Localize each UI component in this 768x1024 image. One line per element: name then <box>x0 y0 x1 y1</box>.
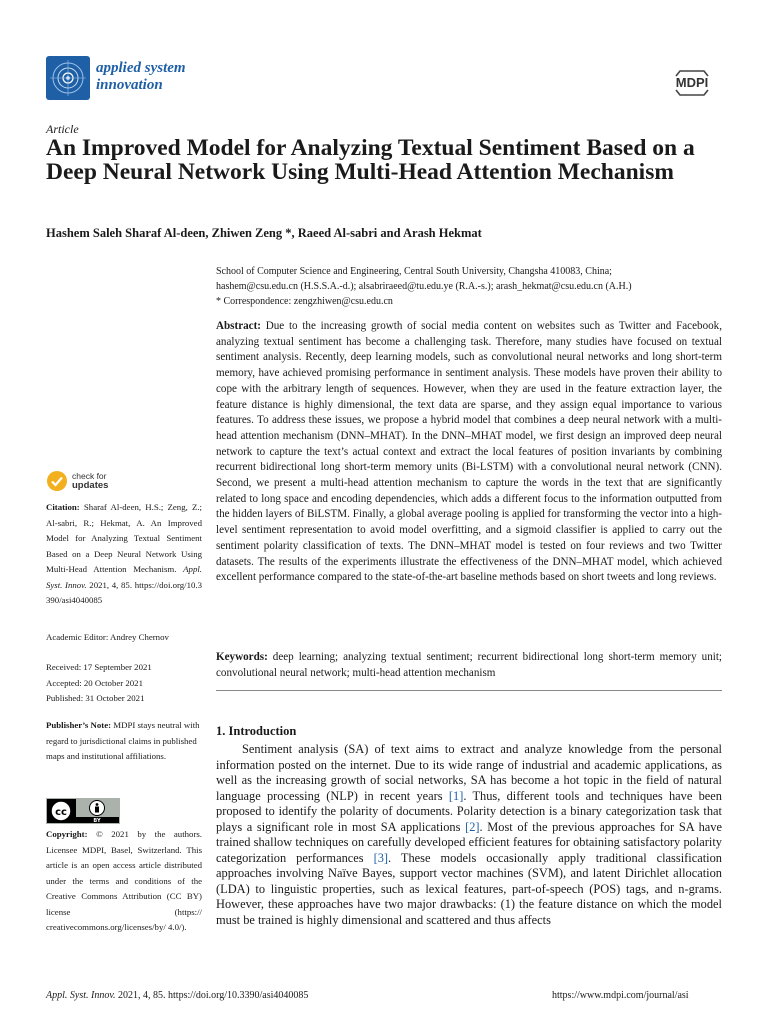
article-title: An Improved Model for Analyzing Textual Sentiment Based on a Deep Neural Network Using Multi-Head Attention Mechanism <box>46 135 695 185</box>
footer-citation-text: 2021, 4, 85. https://doi.org/10.3390/asi4040085 <box>118 990 309 1001</box>
section-heading: 1. Introduction <box>216 724 297 738</box>
reference-link-1[interactable]: [1] <box>448 788 464 803</box>
citation-label: Citation: <box>46 502 80 512</box>
journal-name-line1: applied system <box>96 60 186 76</box>
check-updates-icon <box>46 470 68 492</box>
correspondence: * Correspondence: zengzhiwen@csu.edu.cn <box>216 296 393 307</box>
intro-text-4: . These models occasionally apply traditional classification approaches involving Naïve Bayes, support vector machines (SVM), and latent Dirichlet allocation (LDA) to linguistic properties, such as lexical features, part-of-speech (POS) tags, and n-grams. However, these approaches have two major drawbacks: (1) the feature distance on which the model must be trained is highly dimensional and scattered and thus affects <box>216 850 722 927</box>
article-type: Article <box>46 122 79 136</box>
publisher-note-label: Publisher’s Note: <box>46 720 112 730</box>
footer-journal-abbrev: Appl. Syst. Innov. <box>46 990 116 1001</box>
publisher-note-text: MDPI stays neutral with regard to jurisdictional claims in published maps and institutional affiliations. <box>46 720 200 761</box>
citation-doi-link[interactable]: https://doi.org/10.3390/asi4040085 <box>46 579 202 605</box>
academic-editor: Academic Editor: Andrey Chernov <box>46 632 169 642</box>
citation-journal: Appl. Syst. Innov. <box>46 564 202 590</box>
accepted-date: Accepted: 20 October 2021 <box>46 677 143 688</box>
journal-logo-icon <box>46 56 90 100</box>
citation-volume: 2021, 4, 85. <box>89 579 133 590</box>
keywords <box>216 650 722 681</box>
check-updates-line2: updates <box>72 480 109 491</box>
cc-by-license-icon[interactable] <box>46 798 120 824</box>
svg-text:cc: cc <box>55 807 67 818</box>
introduction-paragraph <box>216 742 722 928</box>
keywords-label: Keywords: <box>216 651 268 663</box>
abstract-text: Due to the increasing growth of social media content on websites such as Twitter and Facebook, analyzing textual sentiment has become a challenging task. Therefore, many studies have focused on textual sentiment analysis. Recently, deep learning models, such as convolutional neural networks and long short-term memory, have achieved promising performance in sentiment analysis. These models have proven their ability to cope with the arbitrary length of sequences. However, when they are used in the feature extraction layer, the feature distance is highly dimensional, the text data are sparse, and they assign equal importance to various features. To address these issues, we propose a hybrid model that combines a deep neural network with a multi-head attention mechanism (DNN–MHAT). In the DNN–MHAT model, we first design an improved deep neural network to capture the text’s actual context and extract the local features of position invariants by combining recurrent bidirectional long short-term memory units (Bi-LSTM) with a convolutional neural network (CNN). Second, we present a multi-head attention mechanism to capture the words in the text that are significantly related to long space and encoding dependencies, which adds a different focus to the information outputted from the hidden layers of BiLSTM. Finally, a global average pooling is applied for transforming the vector into a high-level sentiment representation to avoid model overfitting, and a sigmoid classifier is applied to carry out the sentiment polarity classification of texts. The DNN–MHAT model is tested on four reviews and two Twitter datasets. The results of the experiments illustrate the effectiveness of the DNN–MHAT model, which achieved excellent performance compared to the state-of-the-art baseline methods based on short tweets and long reviews. <box>216 320 722 584</box>
svg-text:BY: BY <box>93 818 101 824</box>
citation-block <box>46 500 202 609</box>
abstract <box>216 319 722 586</box>
mdpi-logo-icon <box>666 68 718 96</box>
affiliation-address: School of Computer Science and Engineering, Central South University, Changsha 410083, China; <box>216 266 612 277</box>
intro-text-3: . Most of the previous approaches for SA have trained shallow techniques on carefully developed efficient features for obtaining satisfactory polarity categorization performances <box>216 819 722 865</box>
footer-journal-url[interactable]: https://www.mdpi.com/journal/asi <box>552 990 689 1001</box>
copyright-text: © 2021 by the authors. Licensee MDPI, Basel, Switzerland. This article is an open access article distributed under the terms and conditions of the Creative Commons Attribution (CC BY) license (https:// creativecommons.org/licenses/by/ 4.0/). <box>46 829 203 932</box>
reference-link-2[interactable]: [2] <box>465 819 480 834</box>
section-divider <box>216 690 722 691</box>
reference-link-3[interactable]: [3] <box>373 850 389 865</box>
affiliation-emails: hashem@csu.edu.cn (H.S.S.A.-d.); alsabriraeed@tu.edu.ye (R.A.-s.); arash_hekmat@csu.edu.cn (A.H.) <box>216 281 632 292</box>
mdpi-logo-text: MDPI <box>675 75 709 90</box>
copyright-block <box>46 827 202 936</box>
published-date: Published: 31 October 2021 <box>46 693 145 703</box>
journal-name-line2: innovation <box>96 77 163 93</box>
abstract-label: Abstract: <box>216 320 261 332</box>
dates-block <box>46 660 202 707</box>
check-updates-line1: check for <box>72 471 107 481</box>
intro-text-2: . Thus, different tools and techniques have been proposed to identify the polarity of documents. Polarity detection is a binary categorization task that plays a significant role in most SA applications <box>216 788 722 834</box>
affiliation-block <box>216 264 736 309</box>
intro-text-1: Sentiment analysis (SA) of text aims to extract and analyze knowledge from the personal information posted on the internet. Due to its wide range of industrial and academic applications, as well as the increasing growth of social networks, SA has become a hot topic in the field of natural language processing (NLP) in recent years <box>216 742 722 803</box>
publisher-note <box>46 718 202 765</box>
copyright-label: Copyright: <box>46 829 88 839</box>
author-list: Hashem Saleh Sharaf Al-deen, Zhiwen Zeng *, Raeed Al-sabri and Arash Hekmat <box>46 226 482 240</box>
journal-name <box>96 60 186 94</box>
footer-citation <box>46 990 308 1001</box>
citation-text: Sharaf Al-deen, H.S.; Zeng, Z.; Al-sabri, R.; Hekmat, A. An Improved Model for Analyzing Textual Sentiment Based on a Deep Neural Network Using Multi-Head Attention Mechanism. <box>46 502 202 574</box>
received-date: Received: 17 September 2021 <box>46 662 152 672</box>
check-for-updates-button[interactable] <box>46 470 108 492</box>
keywords-text: deep learning; analyzing textual sentiment; recurrent bidirectional long short-term memory unit; convolutional neural network; multi-head attention mechanism <box>216 651 722 679</box>
